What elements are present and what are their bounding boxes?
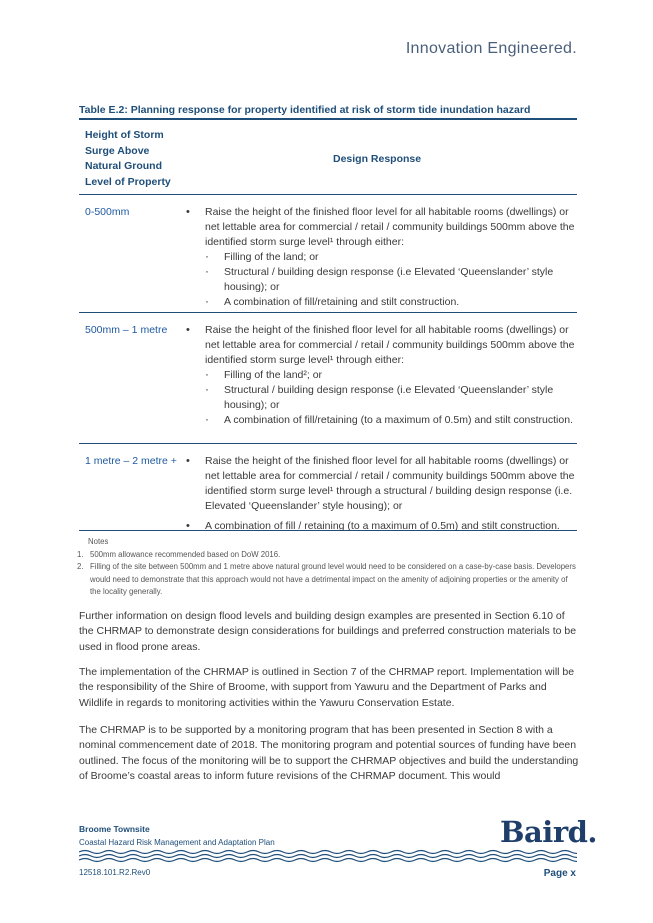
body-paragraph: The CHRMAP is to be supported by a monitoring program that has been presented in Section 8 with a nominal commencement date of 2018. The monitoring program and potential sources of funding have been outlined. The focus of the monitoring will be to support the CHRMAP objectives and build the understanding of Broome’s coastal areas to inform future revisions of the CHRMAP document. This would bbox=[79, 724, 579, 782]
row-content bbox=[184, 205, 576, 310]
wave-divider-icon bbox=[79, 848, 577, 864]
body-paragraph: The implementation of the CHRMAP is outlined in Section 7 of the CHRMAP report. Implementation will be the responsibility of the Shire of Broome, with support from Yawuru and the Department of Parks and Wildlife in regards to monitoring activities within the Yawuru Conservation Estate. bbox=[79, 666, 575, 709]
response-bullet: • Raise the height of the finished floor level for all habitable rooms (dwellings) or net lettable area for commercial / retail / community buildings 500mm above the identified storm surge level¹ through either: bbox=[184, 205, 576, 250]
footer-subtitle: Coastal Hazard Risk Management and Adaptation Plan bbox=[79, 838, 275, 847]
response-sub-item: · Filling of the land; or bbox=[184, 250, 576, 265]
response-sub-item: · Filling of the land²; or bbox=[184, 368, 576, 383]
table-row bbox=[79, 313, 577, 444]
document-number: 12518.101.R2.Rev0 bbox=[79, 868, 151, 877]
row-label: 0-500mm bbox=[85, 206, 130, 218]
body-paragraph: Further information on design flood levels and building design examples are presented in Section 6.10 of the CHRMAP to demonstrate design considerations for buildings and preferred construction materials to be used in flood prone areas. bbox=[79, 610, 577, 653]
header-line: Natural Ground bbox=[85, 160, 163, 173]
response-sub-item: · Structural / building design response (i.e Elevated ‘Queenslander’ style housing); or bbox=[184, 383, 576, 413]
header-line: Level of Property bbox=[85, 175, 171, 188]
notes-title: Notes bbox=[88, 537, 109, 546]
header-line: Height of Storm bbox=[85, 129, 164, 141]
response-bullet: • Raise the height of the finished floor level for all habitable rooms (dwellings) or net lettable area for commercial / retail / community buildings 500mm above the identified storm surge level¹ through either: bbox=[184, 323, 576, 368]
row-label: 1 metre – 2 metre + bbox=[85, 455, 177, 467]
row-content bbox=[184, 323, 576, 428]
note-number: 1. bbox=[77, 549, 84, 559]
footer-title: Broome Townsite bbox=[79, 824, 150, 834]
note-item bbox=[79, 549, 579, 562]
note-text: Filling of the site between 500mm and 1 metre above natural ground level would need to be considered on a case-by-case basis. Developers would need to demonstrate that this approach would not have a detrimental impact on the amenity of adjoining properties or the amenity of the locality generally. bbox=[90, 562, 576, 597]
tagline: Innovation Engineered. bbox=[405, 40, 577, 57]
row-content bbox=[184, 454, 576, 534]
page-number: Page x bbox=[543, 868, 576, 879]
response-bullet: • Raise the height of the finished floor level for all habitable rooms (dwellings) or net lettable area for commercial / retail / community buildings 500mm above the identified storm surge level¹ through a structural / building design response (i.e. Elevated ‘Queenslander’ style housing); or bbox=[184, 454, 576, 514]
column-header-height bbox=[85, 128, 185, 190]
header-line: Surge Above bbox=[85, 144, 150, 157]
baird-logo: Baird. bbox=[500, 815, 597, 849]
table-notes bbox=[79, 536, 579, 599]
table-row bbox=[79, 195, 577, 313]
response-bullet: • A combination of fill / retaining (to a maximum of 0.5m) and stilt construction. bbox=[184, 519, 576, 534]
table-header bbox=[79, 118, 577, 195]
response-sub-item: · A combination of fill/retaining (to a maximum of 0.5m) and stilt construction. bbox=[184, 413, 576, 428]
response-sub-item: · A combination of fill/retaining and stilt construction. bbox=[184, 295, 576, 310]
response-sub-item: · Structural / building design response (i.e Elevated ‘Queenslander’ style housing); or bbox=[184, 265, 576, 295]
table-caption: Table E.2: Planning response for property identified at risk of storm tide inundation hazard bbox=[79, 104, 531, 116]
note-text: 500mm allowance recommended based on DoW 2016. bbox=[90, 549, 281, 559]
planning-response-table bbox=[79, 118, 577, 531]
table-row bbox=[79, 444, 577, 531]
row-label: 500mm – 1 metre bbox=[85, 324, 168, 336]
note-number: 2. bbox=[77, 562, 84, 572]
column-header-design-response: Design Response bbox=[333, 153, 422, 165]
note-item bbox=[79, 561, 579, 599]
